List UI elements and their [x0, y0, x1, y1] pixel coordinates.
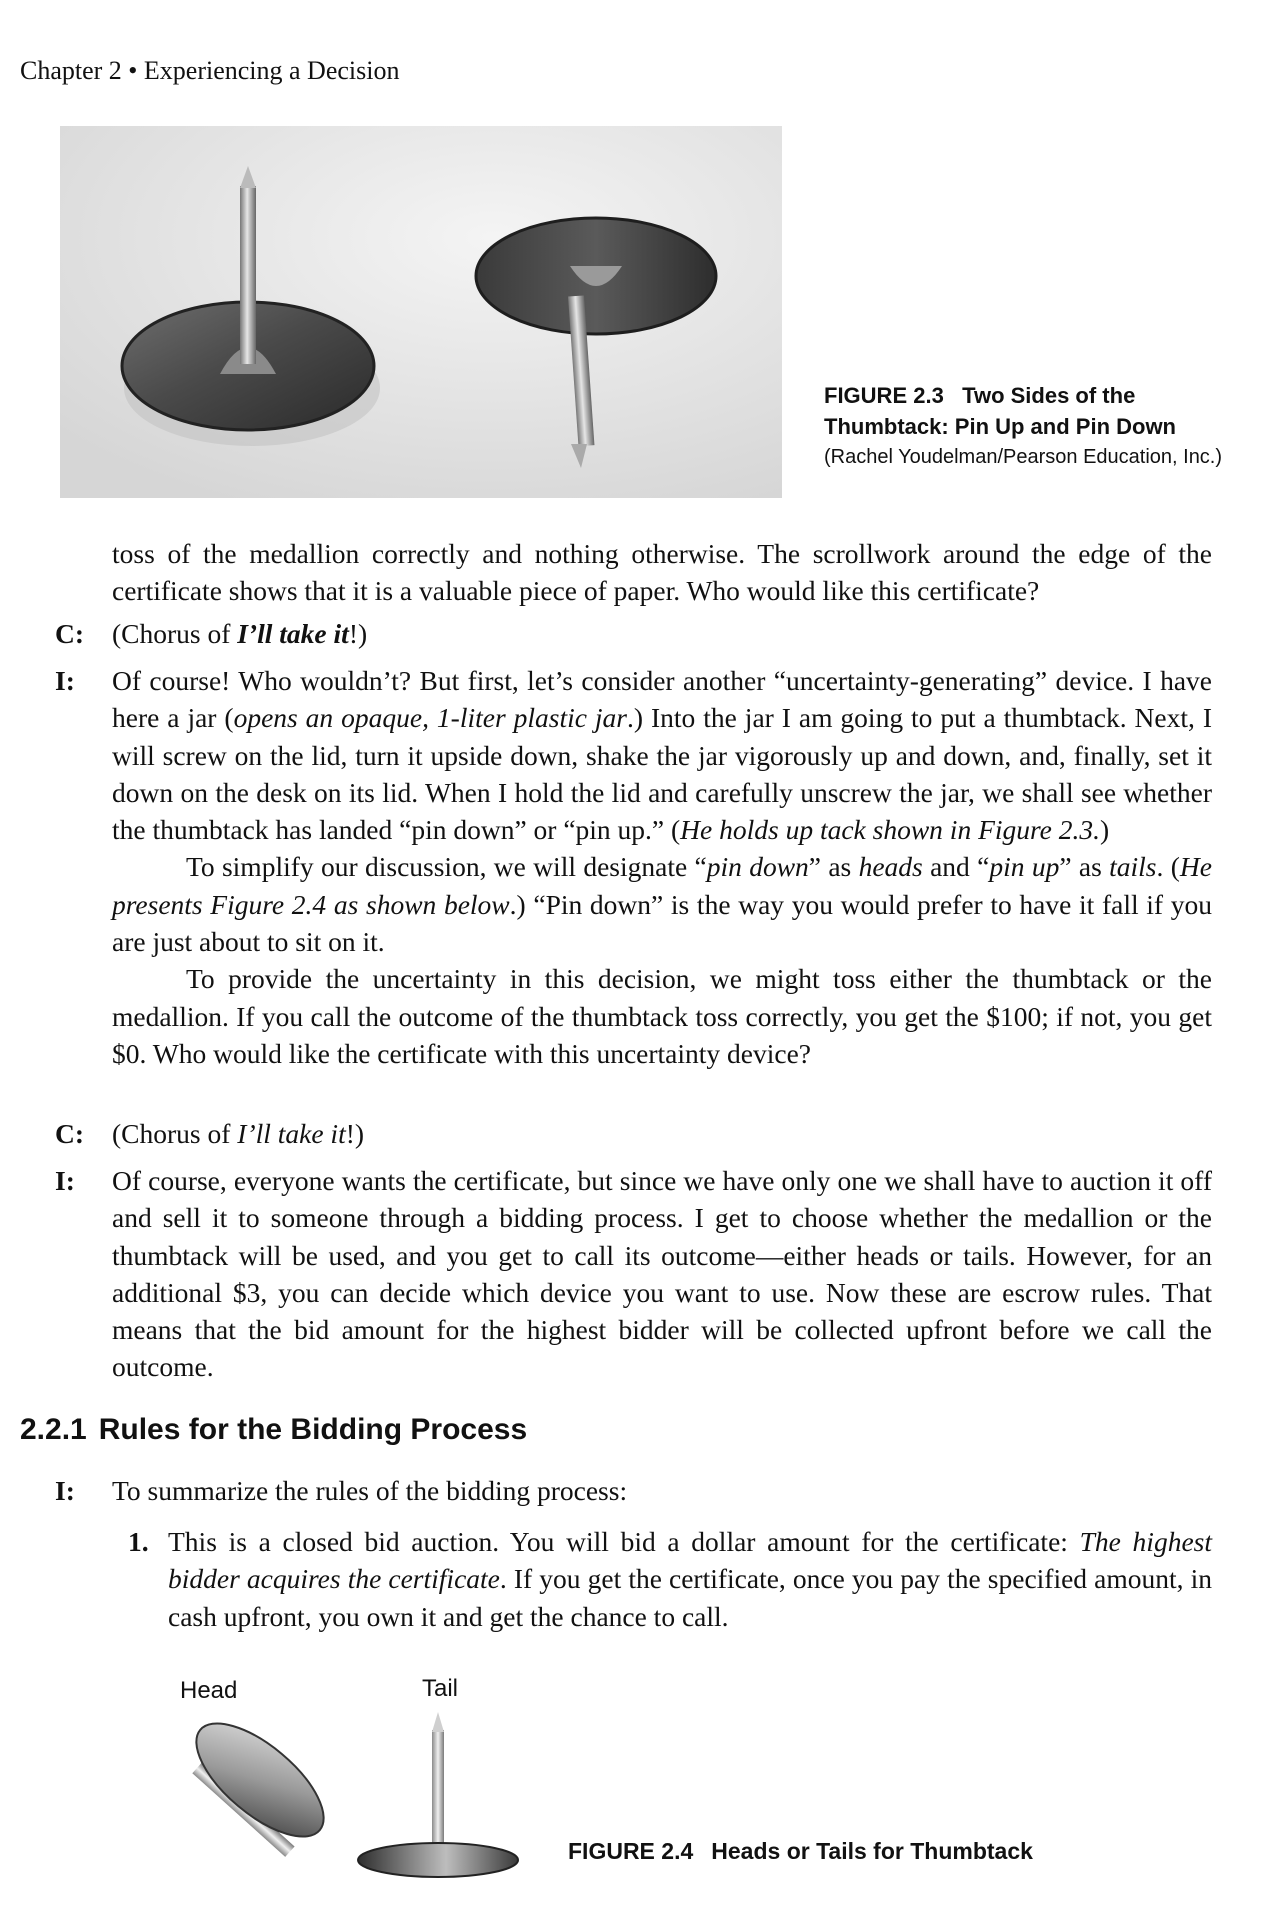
rules-intro: To summarize the rules of the bidding process:: [112, 1475, 628, 1506]
head-tack-icon: [178, 1704, 341, 1857]
dialogue-line: (Chorus of I’ll take it!): [112, 1118, 365, 1149]
figure-2-3-caption: [824, 380, 1244, 473]
heads-tails-diagram: [150, 1660, 630, 1890]
list-item: This is a closed bid auction. You will bid a dollar amount for the certificate: The highest bidder acquires the certificate. If you get the certificate, once you pay the specified amount, in cash upfront, you own it and get the chance to call.: [168, 1526, 1212, 1632]
tail-tack-icon: [358, 1712, 518, 1877]
thumbtack-photo: [60, 126, 782, 498]
dialogue-block: Of course, everyone wants the certificate, but since we have only one we shall have to auction it off and sell it to someone through a bidding process. I get to choose whether the medallion or the thumbtack will be used, and you get to call its outcome—either heads or tails. However, for an additional $3, you can decide which device you want to use. Now these are escrow rules. That means that the bid amount for the highest bidder will be collected upfront before we call the outcome.: [112, 1165, 1212, 1383]
figure-credit: (Rachel Youdelman/Pearson Education, Inc.): [824, 446, 1223, 468]
section-heading: 2.2.1 Rules for the Bidding Process: [20, 1413, 528, 1446]
speaker-label: I:: [55, 1165, 75, 1196]
speaker-label: I:: [55, 1475, 75, 1506]
dialogue-block: Of course! Who wouldn’t? But first, let’s consider another “uncertainty-generating” device. I have here a jar (opens an opaque, 1-liter plastic jar.) Into the jar I am going to put a thumbtack. Next, I will screw on the lid, turn it upside down, shake the jar vigorously up and down, and, finally, set it down on the desk on its lid. When I hold the lid and carefully unscrew the jar, we shall see whether the thumbtack has landed “pin down” or “pin up.” (He holds up tack shown in Figure 2.3.) To simplify our discussion, we will designate “pin down” as heads and “pin up” as tails. (He presents Figure 2.4 as shown below.) “Pin down” is the way you would prefer to have it fall if you are just about to sit on it. To provide the uncertainty in this decision, we might toss either the thumbtack or the medallion. If you call the outcome of the thumbtack toss correctly, you get the $100; if not, you get $0. Who would like the certificate with this uncertainty device?: [112, 665, 1212, 1069]
figure-2-4-caption: FIGURE 2.4 Heads or Tails for Thumbtack: [568, 1838, 1033, 1864]
figure-title: Two Sides of the Thumbtack: Pin Up and Pin Down: [824, 383, 1176, 439]
paragraph: toss of the medallion correctly and nothing otherwise. The scrollwork around the edge of the certificate shows that it is a valuable piece of paper. Who would like this certificate?: [112, 538, 1212, 607]
running-head: Chapter 2 • Experiencing a Decision: [20, 56, 400, 85]
tail-label: Tail: [422, 1675, 459, 1702]
dialogue-line: (Chorus of I’ll take it!): [112, 618, 368, 649]
head-label: Head: [180, 1677, 238, 1704]
figure-label: FIGURE 2.3: [824, 383, 944, 408]
speaker-label: C:: [55, 1118, 85, 1149]
list-number: 1.: [128, 1526, 149, 1557]
speaker-label: C:: [55, 618, 85, 649]
speaker-label: I:: [55, 665, 75, 696]
